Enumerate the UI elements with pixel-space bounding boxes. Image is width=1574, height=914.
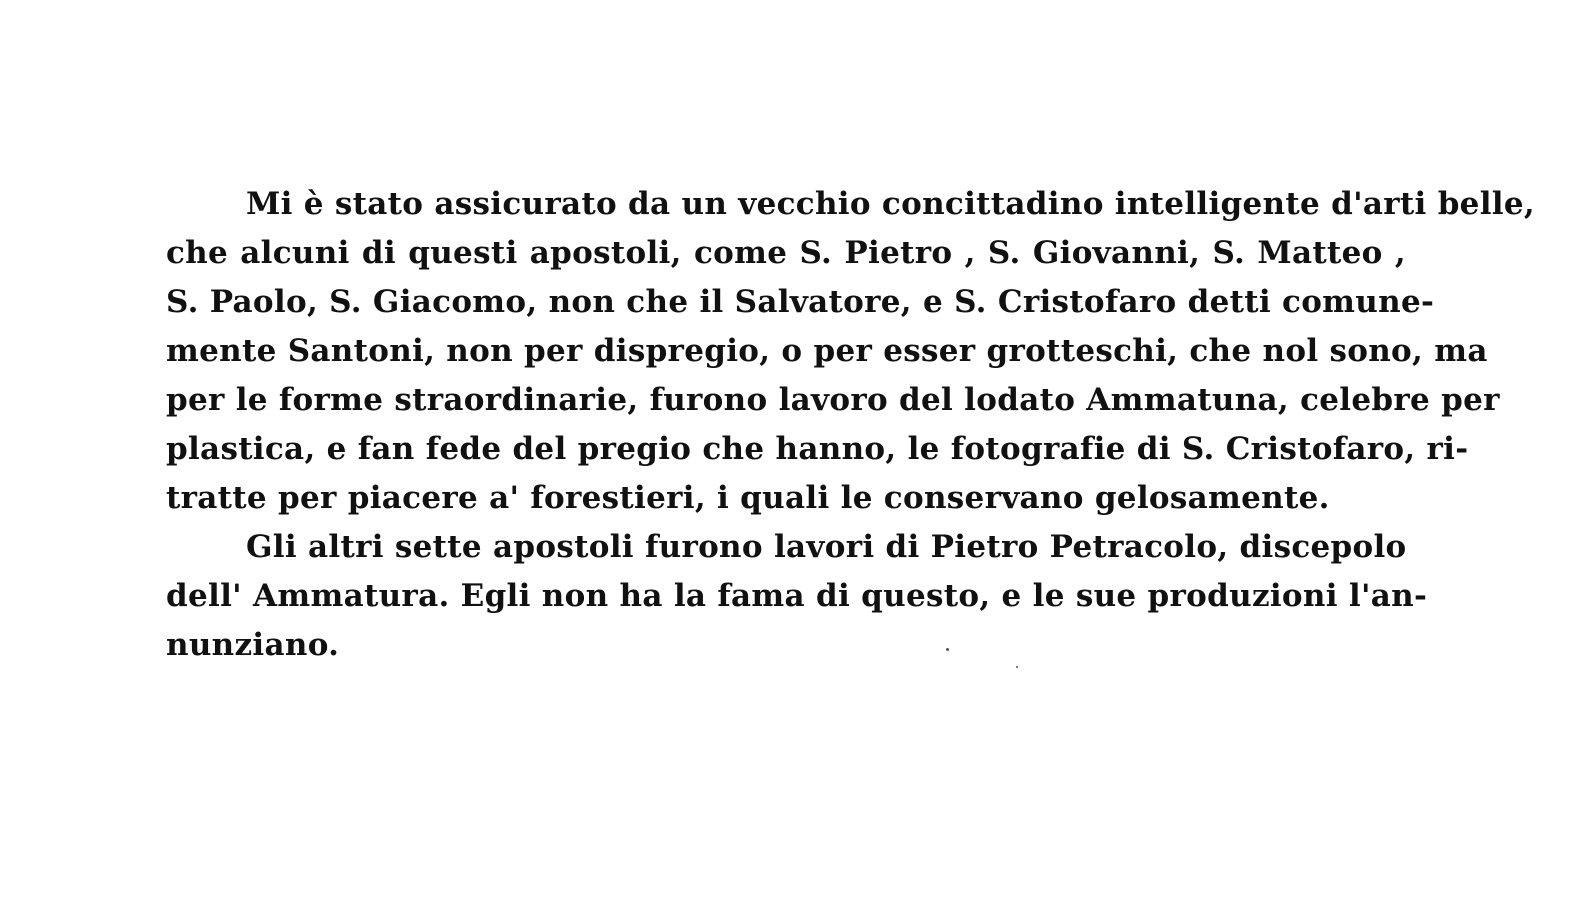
paragraph-1-line-2: che alcuni di questi apostoli, come S. Pietro , S. Giovanni, S. Matteo ,	[166, 235, 1406, 271]
paragraph-2-line-3: nunziano.	[166, 627, 340, 663]
paragraph-1-line-1: Mi è stato assicurato da un vecchio concittadino intelligente d'arti belle,	[246, 186, 1535, 222]
paragraph-1-line-3: S. Paolo, S. Giacomo, non che il Salvatore, e S. Cristofaro detti comune-	[166, 284, 1435, 320]
paragraph-2-line-1: Gli altri sette apostoli furono lavori di Pietro Petracolo, discepolo	[246, 529, 1407, 565]
paragraph-1-line-5: per le forme straordinarie, furono lavoro del lodato Ammatuna, celebre per	[166, 382, 1500, 418]
stray-ink-mark	[946, 648, 949, 651]
paragraph-1-line-7: tratte per piacere a' forestieri, i quali le conservano gelosamente.	[166, 480, 1330, 516]
paragraph-1-line-4: mente Santoni, non per dispregio, o per esser grotteschi, che nol sono, ma	[166, 333, 1488, 369]
paragraph-2-line-2: dell' Ammatura. Egli non ha la fama di questo, e le sue produzioni l'an-	[166, 578, 1428, 614]
paragraph-1-line-6: plastica, e fan fede del pregio che hanno, le fotografie di S. Cristofaro, ri-	[166, 431, 1469, 467]
stray-ink-mark	[1016, 666, 1018, 668]
body-text	[166, 180, 1535, 670]
